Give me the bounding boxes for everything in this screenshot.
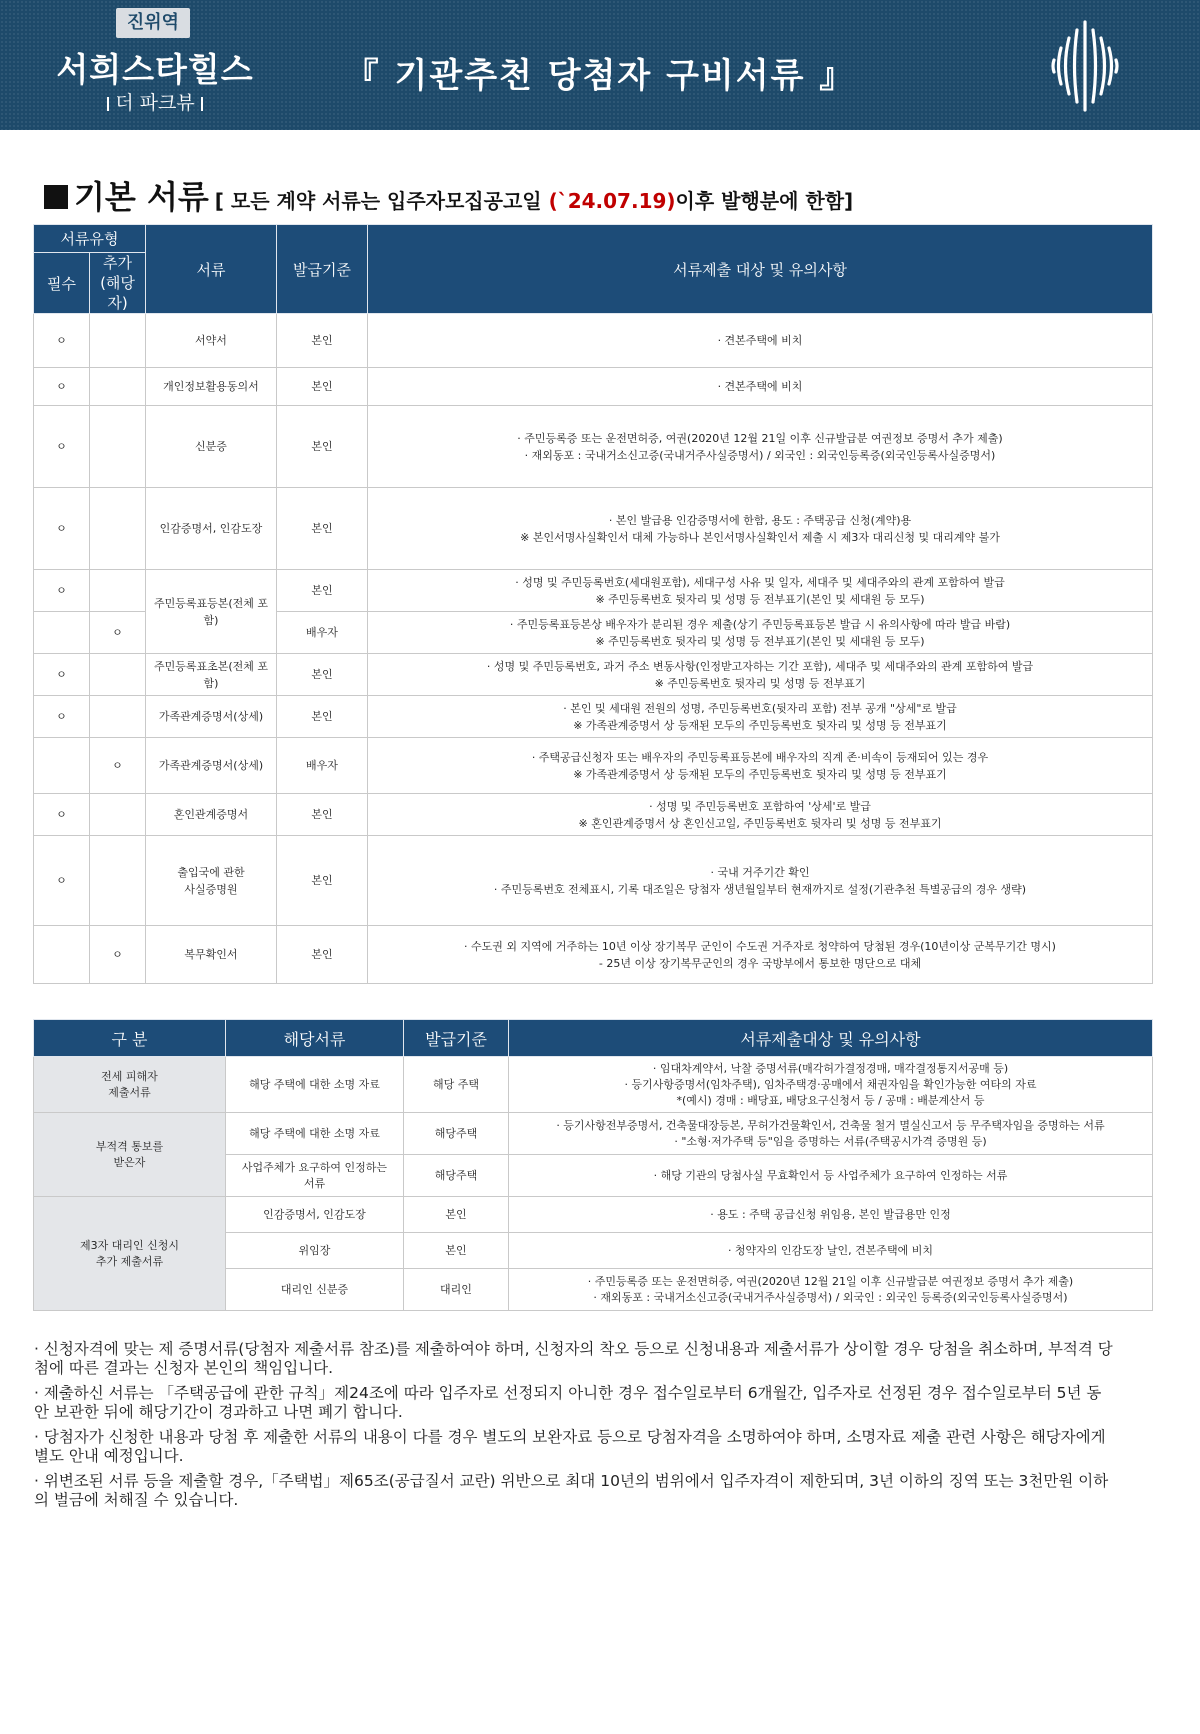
notes-cell — [509, 1269, 1153, 1311]
document-name: 출입국에 관한 사실증명원 — [146, 836, 277, 926]
notes-cell — [368, 738, 1153, 794]
note-paragraph: · 위변조된 서류 등을 제출할 경우,「주택법」제65조(공급질서 교란) 위반으로 최대 10년의 범위에서 입주자격이 제한되며, 3년 이하의 징역 또는 3천만원 이하의 벌금에 처해질 수 있습니다. — [34, 1472, 1109, 1509]
issuer: 배우자 — [277, 612, 368, 654]
header-notes: 서류제출 대상 및 유의사항 — [368, 225, 1153, 314]
header-required: 필수 — [34, 253, 90, 314]
note-line: · 재외동포 : 국내거소신고증(국내거주사실증명서) / 외국인 : 외국인 등록증(외국인등록사실증명서) — [593, 1290, 1068, 1304]
issuer: 해당 주택 — [404, 1057, 509, 1113]
document-name: 복무확인서 — [146, 926, 277, 984]
notes-cell — [368, 836, 1153, 926]
document-name: 인감증명서, 인감도장 — [146, 488, 277, 570]
document-name: 가족관계증명서(상세) — [146, 738, 277, 794]
note-line: ※ 주민등록번호 뒷자리 및 성명 등 전부표기(본인 및 세대원 등 모두) — [595, 634, 925, 648]
document-name: 신분증 — [146, 406, 277, 488]
issuer: 해당주택 — [404, 1113, 509, 1155]
note-line: ※ 혼인관계증명서 상 혼인신고일, 주민등록번호 뒷자리 및 성명 등 전부표기 — [578, 816, 942, 830]
divider — [201, 97, 203, 111]
additional-mark — [90, 696, 146, 738]
issuer: 배우자 — [277, 738, 368, 794]
notes-cell — [509, 1057, 1153, 1113]
note-line: · 본인 및 세대원 전원의 성명, 주민등록번호(뒷자리 포함) 전부 공개 "상세"로 발급 — [563, 701, 957, 715]
note-line: ※ 주민등록번호 뒷자리 및 성명 등 전부표기 — [654, 676, 866, 690]
page-header — [0, 0, 1200, 130]
table-row — [34, 1197, 1153, 1233]
required-mark — [34, 612, 90, 654]
notes-cell — [368, 696, 1153, 738]
note-line: · 주민등록번호 전체표시, 기록 대조일은 당첨자 생년월일부터 현재까지로 설정(기관추천 특별공급의 경우 생략) — [493, 882, 1027, 896]
notice-date: (`24.07.19) — [548, 189, 676, 213]
basic-documents-table — [33, 224, 1153, 984]
note-line: · 성명 및 주민등록번호, 과거 주소 변동사항(인정받고자하는 기간 포함), 세대주 및 세대주와의 관계 포함하여 발급 — [486, 659, 1034, 673]
section-title-text: 기본 서류 — [74, 178, 209, 216]
notes-cell — [368, 654, 1153, 696]
additional-mark — [90, 836, 146, 926]
header-issuer: 발급기준 — [404, 1020, 509, 1057]
note-line: · 주민등록표등본상 배우자가 분리된 경우 제출(상기 주민등록표등본 발급 시 유의사항에 따라 발급 바람) — [509, 617, 1011, 631]
document-name: 주민등록표초본(전체 포함) — [146, 654, 277, 696]
category-cell: 제3자 대리인 신청시 추가 제출서류 — [34, 1197, 226, 1311]
issuer: 해당주택 — [404, 1155, 509, 1197]
note-line: · 주민등록증 또는 운전면허증, 여권(2020년 12월 21일 이후 신규발급분 여권정보 증명서 추가 제출) — [517, 431, 1003, 445]
note-paragraph: · 제출하신 서류는 「주택공급에 관한 규칙」제24조에 따라 입주자로 선정되지 아니한 경우 접수일로부터 6개월간, 입주자로 선정된 경우 접수일로부터 5년 동안 보관한 뒤에 해당기간이 경과하고 나면 폐기 합니다. — [34, 1384, 1102, 1421]
note-line: · 성명 및 주민등록번호 포함하여 '상세'로 발급 — [649, 799, 871, 813]
document-name: 사업주체가 요구하여 인정하는 서류 — [226, 1155, 404, 1197]
divider — [107, 97, 109, 111]
note-line: ※ 본인서명사실확인서 대체 가능하나 본인서명사실확인서 제출 시 제3자 대리신청 및 대리계약 불가 — [520, 530, 1000, 544]
note-line: · 용도 : 주택 공급신청 위임용, 본인 발급용만 인정 — [710, 1207, 951, 1221]
notes-cell — [368, 368, 1153, 406]
issuer: 본인 — [277, 314, 368, 368]
issuer: 본인 — [277, 654, 368, 696]
table-row — [34, 488, 1153, 570]
note-line: · 견본주택에 비치 — [717, 334, 803, 347]
page-title: 『 기관추천 당첨자 구비서류 』 — [344, 56, 856, 96]
table-row — [34, 794, 1153, 836]
required-mark: ㅇ — [34, 696, 90, 738]
note-line: · 성명 및 주민등록번호(세대원포함), 세대구성 사유 및 일자, 세대주 및 세대주와의 관계 포함하여 발급 — [515, 575, 1005, 589]
table-row — [34, 926, 1153, 984]
additional-mark: ㅇ — [90, 612, 146, 654]
note-line: · 임대차계약서, 낙찰 증명서류(매각허가결정경매, 매각결정통지서공매 등) — [652, 1061, 1009, 1075]
header-category: 구 분 — [34, 1020, 226, 1057]
table-row — [34, 314, 1153, 368]
notes-cell — [509, 1155, 1153, 1197]
note-line: *(예시) 경매 : 배당표, 배당요구신청서 등 / 공매 : 배분계산서 등 — [676, 1093, 985, 1107]
note-line: · 등기사항전부증명서, 건축물대장등본, 무허가건물확인서, 건축물 철거 멸실신고서 등 무주택자임을 증명하는 서류 — [556, 1118, 1105, 1132]
note-paragraph: · 신청자격에 맞는 제 증명서류(당첨자 제출서류 참조)를 제출하여야 하며, 신청자의 착오 등으로 신청내용과 제출서류가 상이할 경우 당첨을 취소하며, 부적격 당첨에 따른 결과는 신청자 본인의 책임입니다. — [34, 1340, 1113, 1377]
table-row — [34, 1113, 1153, 1155]
notes-section — [34, 1340, 1114, 1516]
required-mark: ㅇ — [34, 794, 90, 836]
document-name: 해당 주택에 대한 소명 자료 — [226, 1057, 404, 1113]
section-title — [44, 172, 853, 218]
notes-cell — [509, 1197, 1153, 1233]
note-line: · 견본주택에 비치 — [717, 380, 803, 393]
notes-cell — [368, 794, 1153, 836]
header-document: 해당서류 — [226, 1020, 404, 1057]
notes-cell — [368, 488, 1153, 570]
additional-mark: ㅇ — [90, 926, 146, 984]
note-line: · 수도권 외 지역에 거주하는 10년 이상 장기복무 군인이 수도권 거주자로 청약하여 당첨된 경우(10년이상 군복무기간 명시) — [464, 939, 1056, 953]
required-mark: ㅇ — [34, 570, 90, 612]
notes-cell — [509, 1233, 1153, 1269]
table-row — [34, 1057, 1153, 1113]
document-name: 인감증명서, 인감도장 — [226, 1197, 404, 1233]
basic-documents-body — [34, 314, 1153, 984]
table-row — [34, 570, 1153, 612]
issuer: 본인 — [277, 406, 368, 488]
required-mark: ㅇ — [34, 488, 90, 570]
issuer: 대리인 — [404, 1269, 509, 1311]
header-issuer: 발급기준 — [277, 225, 368, 314]
note-line: · 청약자의 인감도장 날인, 견본주택에 비치 — [727, 1243, 934, 1257]
note-line: · 주민등록증 또는 운전면허증, 여권(2020년 12월 21일 이후 신규발급분 여권정보 증명서 추가 제출) — [587, 1274, 1074, 1288]
header-document: 서류 — [146, 225, 277, 314]
table-row — [34, 738, 1153, 794]
required-mark — [34, 926, 90, 984]
additional-mark — [90, 794, 146, 836]
required-mark: ㅇ — [34, 406, 90, 488]
document-name: 주민등록표등본(전체 포함) — [146, 570, 277, 654]
table-row — [34, 836, 1153, 926]
document-name: 혼인관계증명서 — [146, 794, 277, 836]
note-line: ※ 가족관계증명서 상 등재된 모두의 주민등록번호 뒷자리 및 성명 등 전부표기 — [573, 767, 947, 781]
table-row — [34, 654, 1153, 696]
issuer: 본인 — [277, 926, 368, 984]
table-row — [34, 696, 1153, 738]
notes-cell — [368, 570, 1153, 612]
header-doc-type: 서류유형 — [34, 225, 146, 253]
additional-mark — [90, 654, 146, 696]
document-name: 서약서 — [146, 314, 277, 368]
brand-sub-text: 더 파크뷰 — [115, 92, 195, 114]
additional-mark — [90, 368, 146, 406]
note-line: · 본인 발급용 인감증명서에 한함, 용도 : 주택공급 신청(계약)용 — [608, 513, 912, 527]
notes-cell — [368, 314, 1153, 368]
required-mark — [34, 738, 90, 794]
note-line: ※ 주민등록번호 뒷자리 및 성명 등 전부표기(본인 및 세대원 등 모두) — [595, 592, 925, 606]
issuer: 본인 — [277, 368, 368, 406]
brand-name: 서희스타힐스 — [56, 50, 254, 89]
required-mark: ㅇ — [34, 654, 90, 696]
note-line: · 등기사항증명서(임차주택), 임차주택경·공매에서 채권자임을 확인가능한 여타의 자료 — [624, 1077, 1037, 1091]
notes-cell — [509, 1113, 1153, 1155]
table-row — [34, 406, 1153, 488]
note-line: · "소형·저가주택 등"임을 증명하는 서류(주택공시가격 증명원 등) — [674, 1134, 987, 1148]
issuer: 본인 — [404, 1197, 509, 1233]
document-name: 개인정보활용동의서 — [146, 368, 277, 406]
note-line: · 국내 거주기간 확인 — [710, 865, 810, 879]
special-documents-body — [34, 1057, 1153, 1311]
required-mark: ㅇ — [34, 368, 90, 406]
square-bullet-icon — [44, 185, 68, 209]
additional-mark: ㅇ — [90, 738, 146, 794]
additional-mark — [90, 570, 146, 612]
header-additional: 추가 (해당자) — [90, 253, 146, 314]
notes-cell — [368, 612, 1153, 654]
notes-cell — [368, 926, 1153, 984]
brand-subtitle — [40, 88, 270, 115]
additional-mark — [90, 314, 146, 368]
document-name: 대리인 신분증 — [226, 1269, 404, 1311]
sunburst-logo-icon — [1050, 16, 1120, 116]
category-cell: 부적격 통보를 받은자 — [34, 1113, 226, 1197]
note-line: - 25년 이상 장기복무군인의 경우 국방부에서 통보한 명단으로 대체 — [598, 956, 922, 970]
issuer: 본인 — [277, 794, 368, 836]
table-row — [34, 368, 1153, 406]
special-documents-table — [33, 1019, 1153, 1311]
note-line: · 주택공급신청자 또는 배우자의 주민등록표등본에 배우자의 직계 존·비속이 등재되어 있는 경우 — [531, 750, 989, 764]
additional-mark — [90, 406, 146, 488]
document-name: 해당 주택에 대한 소명 자료 — [226, 1113, 404, 1155]
location-badge: 진위역 — [116, 8, 190, 38]
document-name: 위임장 — [226, 1233, 404, 1269]
notes-cell — [368, 406, 1153, 488]
header-notes: 서류제출대상 및 유의사항 — [509, 1020, 1153, 1057]
section-note: [ 모든 계약 서류는 입주자모집공고일 (`24.07.19)이후 발행분에 한함] — [214, 189, 854, 213]
issuer: 본인 — [404, 1233, 509, 1269]
note-line: · 해당 기관의 당첨사실 무효확인서 등 사업주체가 요구하여 인정하는 서류 — [653, 1168, 1008, 1182]
issuer: 본인 — [277, 696, 368, 738]
issuer: 본인 — [277, 570, 368, 612]
note-line: ※ 가족관계증명서 상 등재된 모두의 주민등록번호 뒷자리 및 성명 등 전부표기 — [573, 718, 947, 732]
document-name: 가족관계증명서(상세) — [146, 696, 277, 738]
note-line: · 재외동포 : 국내거소신고증(국내거주사실증명서) / 외국인 : 외국인등록증(외국인등록사실증명서) — [524, 448, 996, 462]
issuer: 본인 — [277, 488, 368, 570]
required-mark: ㅇ — [34, 836, 90, 926]
required-mark: ㅇ — [34, 314, 90, 368]
issuer: 본인 — [277, 836, 368, 926]
category-cell: 전세 피해자 제출서류 — [34, 1057, 226, 1113]
note-paragraph: · 당첨자가 신청한 내용과 당첨 후 제출한 서류의 내용이 다를 경우 별도의 보완자료 등으로 당첨자격을 소명하여야 하며, 소명자료 제출 관련 사항은 해당자에게 별도 안내 예정입니다. — [34, 1428, 1106, 1465]
additional-mark — [90, 488, 146, 570]
